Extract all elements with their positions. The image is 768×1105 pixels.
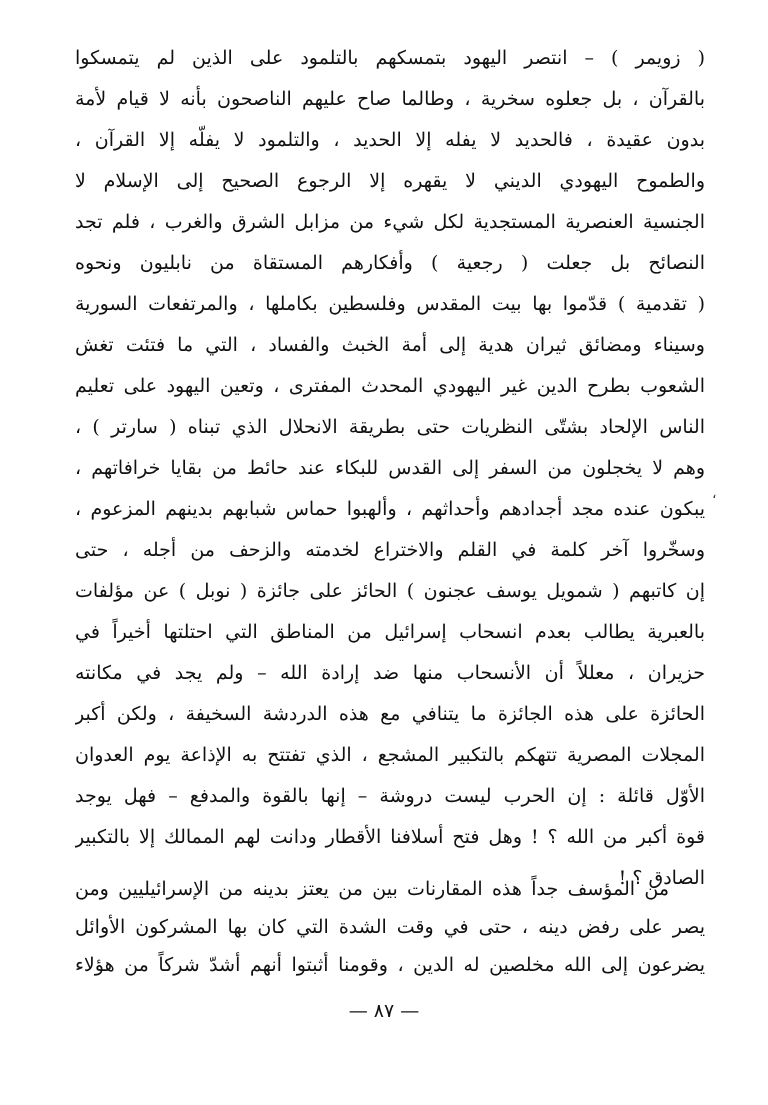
text-line: حزيران ، معللاً أن الأنسحاب منها ضد إرادة الله – ولم يجد في مكانته	[75, 662, 705, 684]
text-line: المجلات المصرية تتهكم بالتكبير المشجع ، الذي تفتتح به الإذاعة يوم العدوان	[75, 744, 705, 766]
text-line: قوة أكبر من الله ؟ ! وهل فتح أسلافنا الأقطار ودانت لهم الممالك إلا بالتكبير	[75, 826, 705, 848]
text-line: ( تقدمية ) قدّموا بها بيت المقدس وفلسطين بكاملها ، والمرتفعات السورية	[75, 293, 705, 315]
text-line: يبكون عنده مجد أجدادهم وأحداثهم ، وألهبوا حماس شبابهم بدينهم المزعوم ،	[75, 498, 705, 520]
text-line: الجنسية العنصرية المستجدية لكل شيء من مزابل الشرق والغرب ، فلم تجد	[75, 211, 705, 233]
paragraph-2	[75, 870, 705, 984]
text-line: الحائزة على هذه الجائزة ما يتنافي مع هذه الدردشة السخيفة ، ولكن أكبر	[75, 703, 705, 725]
text-line: من المؤسف جداً هذه المقارنات بين من يعتز بدينه من الإسرائيليين ومن	[75, 878, 669, 900]
text-line: وسخّروا آخر كلمة في القلم والاختراع لخدمته والزحف من أجله ، حتى	[75, 539, 705, 561]
text-line: الناس الإلحاد بشتّى النظريات حتى بطريقة الانحلال الذي تبناه ( سارتر ) ،	[75, 416, 705, 438]
text-line: يصر على رفض دينه ، حتى في وقت الشدة التي كان بها المشركون الأوائل	[75, 916, 705, 938]
text-line: وسيناء ومضائق ثيران هدية إلى أمة الخبث والفساد ، التي ما فتئت تغش	[75, 334, 705, 356]
page-number: — ٨٧ —	[348, 1000, 420, 1022]
text-line: يضرعون إلى الله مخلصين له الدين ، وقومنا أثبتوا أنهم أشدّ شركاً من هؤلاء	[75, 954, 705, 976]
paragraph-1	[75, 38, 705, 899]
text-line: ( زويمر ) – انتصر اليهود بتمسكهم بالتلمود على الذين لم يتمسكوا	[75, 47, 705, 69]
text-line: الأوّل قائلة : إن الحرب ليست دروشة – إنها بالقوة والمدفع – فهل يوجد	[75, 785, 705, 807]
text-line: الشعوب بطرح الدين غير اليهودي المحدث المفترى ، وتعين اليهود على تعليم	[75, 375, 705, 397]
text-line: الصادق ؟ !	[618, 867, 705, 889]
margin-mark: ،	[712, 486, 717, 502]
text-line: بالقرآن ، بل جعلوه سخرية ، وطالما صاح عليهم الناصحون بأنه لا قيام لأمة	[75, 88, 705, 110]
text-line: وهم لا يخجلون من السفر إلى القدس للبكاء عند حائط من بقايا خرافاتهم ،	[75, 457, 705, 479]
text-line: والطموح اليهودي الديني لا يقهره إلا الرجوع الصحيح إلى الإسلام لا	[75, 170, 705, 192]
text-line: إن كاتبهم ( شمويل يوسف عجنون ) الحائز على جائزة ( نوبل ) عن مؤلفات	[75, 580, 705, 602]
text-line: النصائح بل جعلت ( رجعية ) وأفكارهم المستقاة من نابليون ونحوه	[75, 252, 705, 274]
text-line: بالعبرية يطالب بعدم انسحاب إسرائيل من المناطق التي احتلتها أخيراً في	[75, 621, 705, 643]
text-line: بدون عقيدة ، فالحديد لا يفله إلا الحديد ، والتلمود لا يفلّه إلا القرآن ،	[75, 129, 705, 151]
